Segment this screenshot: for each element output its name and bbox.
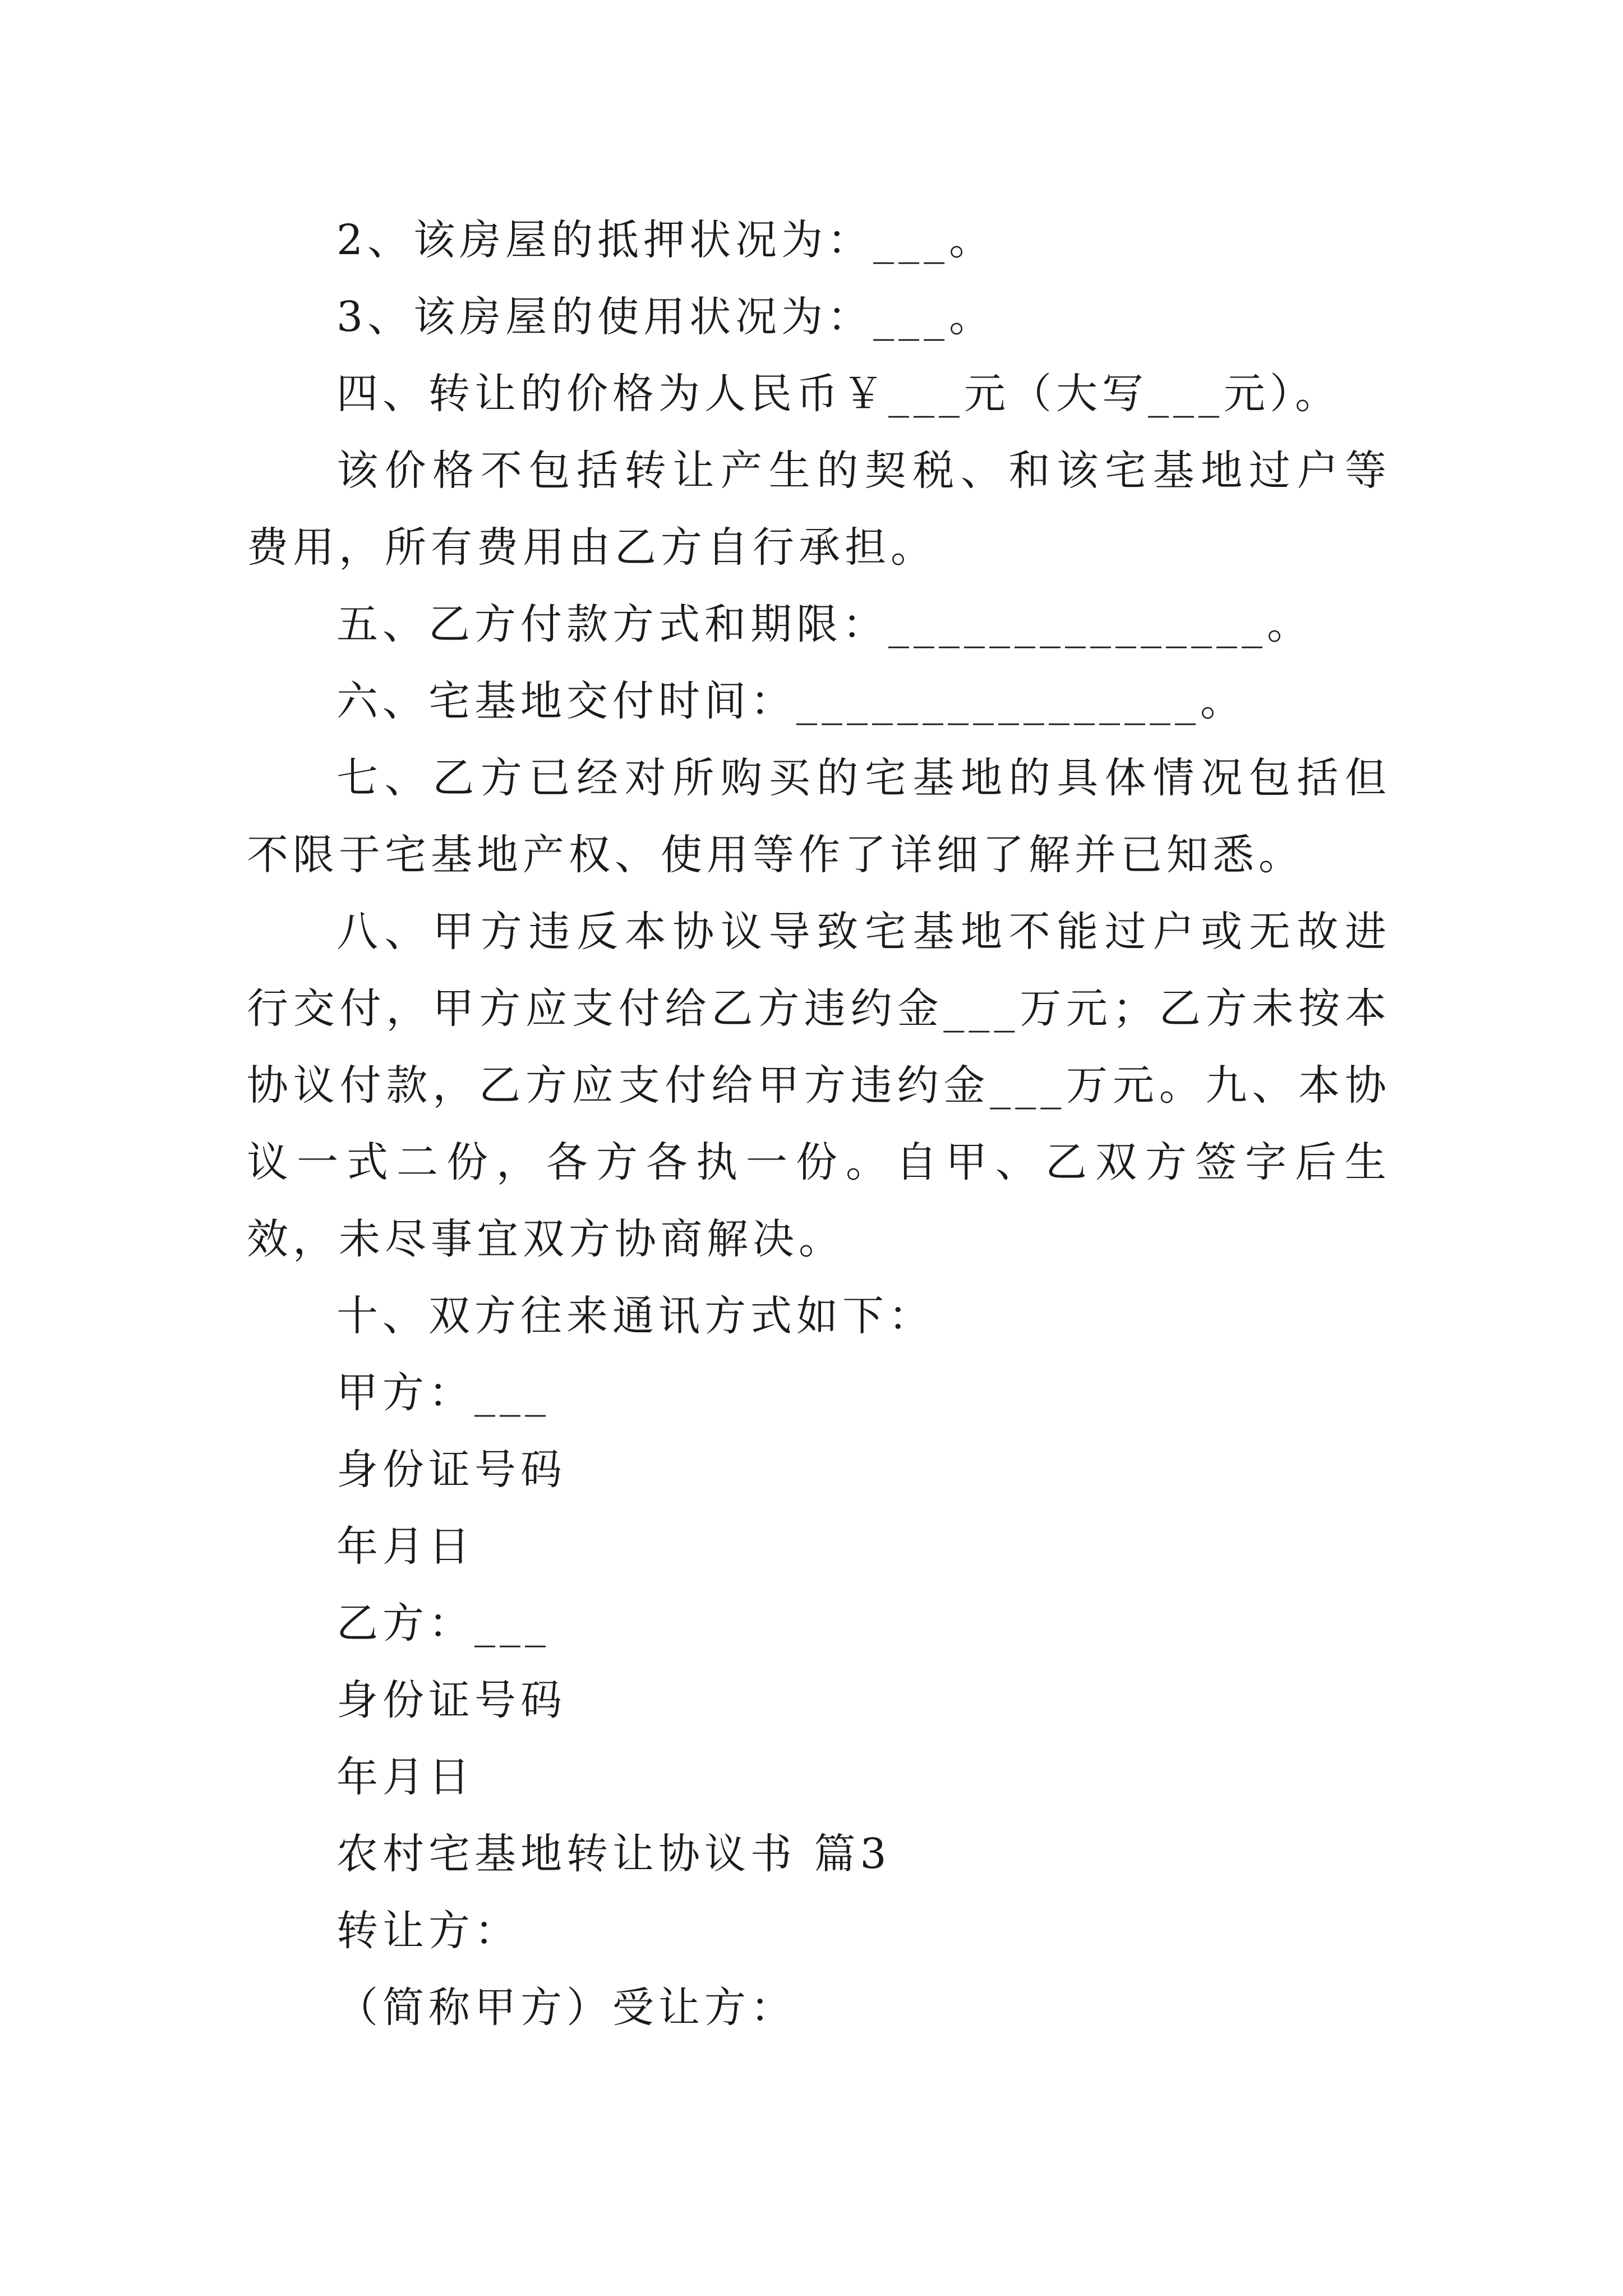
- party-a-signature-line: 甲方：___: [336, 1369, 550, 1417]
- document-page: [247, 202, 1391, 2046]
- breach-clause: 八、甲方违反本协议导致宅基地不能过户或无故进行交付，甲方应支付给乙方违约金___万元；乙方未按本协议付款，乙方应支付给甲方违约金___万元。九、本协议一式二份，各方各执一份。自甲、乙双方签字后生效，未尽事宜双方协商解决。: [247, 908, 1391, 1263]
- transferee-label: （简称甲方）受让方：: [336, 1984, 796, 2032]
- usage-status-clause: 3、该房屋的使用状况为：___。: [336, 293, 995, 341]
- contact-clause: 十、双方往来通讯方式如下：: [336, 1292, 934, 1340]
- party-a-id-label: 身份证号码: [336, 1446, 566, 1494]
- payment-terms-clause: 五、乙方付款方式和期限：_______________。: [336, 600, 1313, 648]
- delivery-time-clause: 六、宅基地交付时间：________________。: [336, 677, 1246, 725]
- buyer-awareness-clause: 七、乙方已经对所购买的宅基地的具体情况包括但不限于宅基地产权、使用等作了详细了解并已知悉。: [247, 754, 1391, 879]
- party-b-date-label: 年月日: [336, 1753, 474, 1801]
- transferor-label: 转让方：: [336, 1907, 520, 1955]
- party-a-date-label: 年月日: [336, 1522, 474, 1571]
- mortgage-status-clause: 2、该房屋的抵押状况为：___。: [336, 216, 995, 264]
- section-heading: 农村宅基地转让协议书 篇3: [336, 1830, 891, 1878]
- price-clause: 四、转让的价格为人民币￥___元（大写___元）。: [336, 370, 1341, 418]
- fees-clause: 该价格不包括转让产生的契税、和该宅基地过户等费用，所有费用由乙方自行承担。: [247, 447, 1391, 572]
- party-b-signature-line: 乙方：___: [336, 1599, 550, 1648]
- party-b-id-label: 身份证号码: [336, 1676, 566, 1724]
